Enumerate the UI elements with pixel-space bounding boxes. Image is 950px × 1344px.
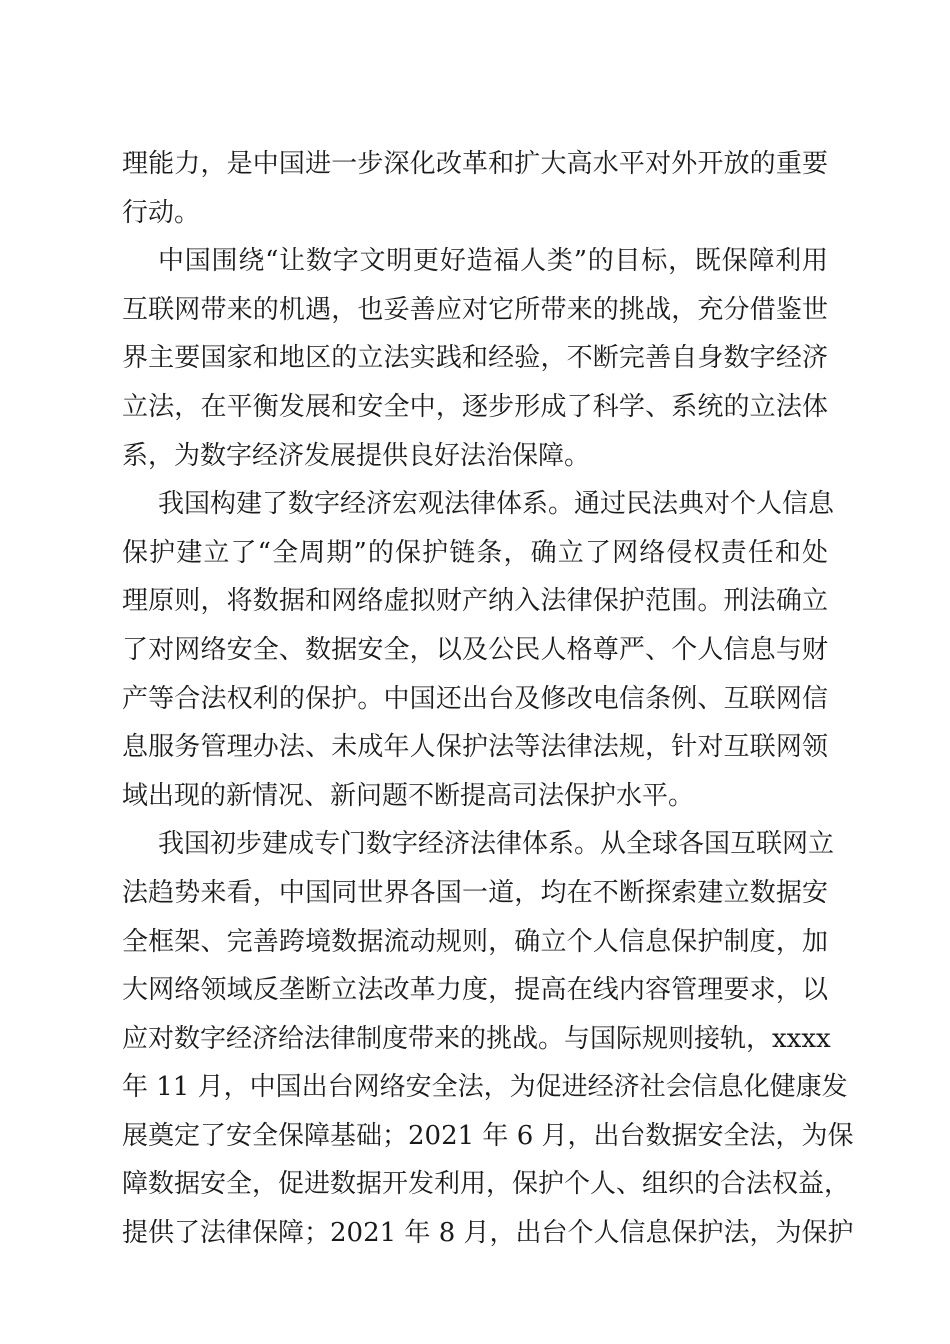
text-line: 理原则，将数据和网络虚拟财产纳入法律保护范围。刑法确立 — [122, 586, 828, 617]
text-line: 了对网络安全、数据安全，以及公民人格尊严、个人信息与财 — [122, 634, 828, 665]
text-line: 展奠定了安全保障基础；2021 年 6 月，出台数据安全法，为保 — [122, 1120, 854, 1151]
text-line: 产等合法权利的保护。中国还出台及修改电信条例、互联网信 — [122, 683, 828, 714]
text-line: 立法，在平衡发展和安全中，逐步形成了科学、系统的立法体 — [122, 391, 828, 422]
text-line: 域出现的新情况、新问题不断提高司法保护水平。 — [122, 780, 695, 811]
text-line: 保护建立了“全周期”的保护链条，确立了网络侵权责任和处 — [122, 537, 828, 568]
text-line: 系，为数字经济发展提供良好法治保障。 — [122, 440, 591, 471]
text-line: 年 11 月，中国出台网络安全法，为促进经济社会信息化健康发 — [122, 1072, 848, 1103]
text-line: 障数据安全，促进数据开发利用，保护个人、组织的合法权益， — [122, 1169, 851, 1200]
text-line: 息服务管理办法、未成年人保护法等法律法规，针对互联网领 — [122, 732, 828, 763]
text-line: 行动。 — [122, 197, 201, 228]
text-line: 法趋势来看，中国同世界各国一道，均在不断探索建立数据安 — [122, 877, 828, 908]
text-line: 界主要国家和地区的立法实践和经验，不断完善自身数字经济 — [122, 343, 828, 374]
text-line: 理能力，是中国进一步深化改革和扩大高水平对外开放的重要 — [122, 149, 828, 179]
text-line: 全框架、完善跨境数据流动规则，确立个人信息保护制度，加 — [122, 926, 828, 957]
paragraph-first-line: 我国初步建成专门数字经济法律体系。从全球各国互联网立 — [158, 829, 835, 860]
text-line: 应对数字经济给法律制度带来的挑战。与国际规则接轨，xxxx — [122, 1023, 831, 1054]
paragraph-first-line: 中国围绕“让数字文明更好造福人类”的目标，既保障利用 — [158, 246, 828, 277]
document-body — [122, 140, 854, 1258]
text-line: 提供了法律保障；2021 年 8 月，出台个人信息保护法，为保护 — [122, 1218, 854, 1249]
text-line: 互联网带来的机遇，也妥善应对它所带来的挑战，充分借鉴世 — [122, 294, 828, 325]
text-line: 大网络领域反垄断立法改革力度，提高在线内容管理要求，以 — [122, 975, 828, 1006]
paragraph-first-line: 我国构建了数字经济宏观法律体系。通过民法典对个人信息 — [158, 489, 835, 520]
